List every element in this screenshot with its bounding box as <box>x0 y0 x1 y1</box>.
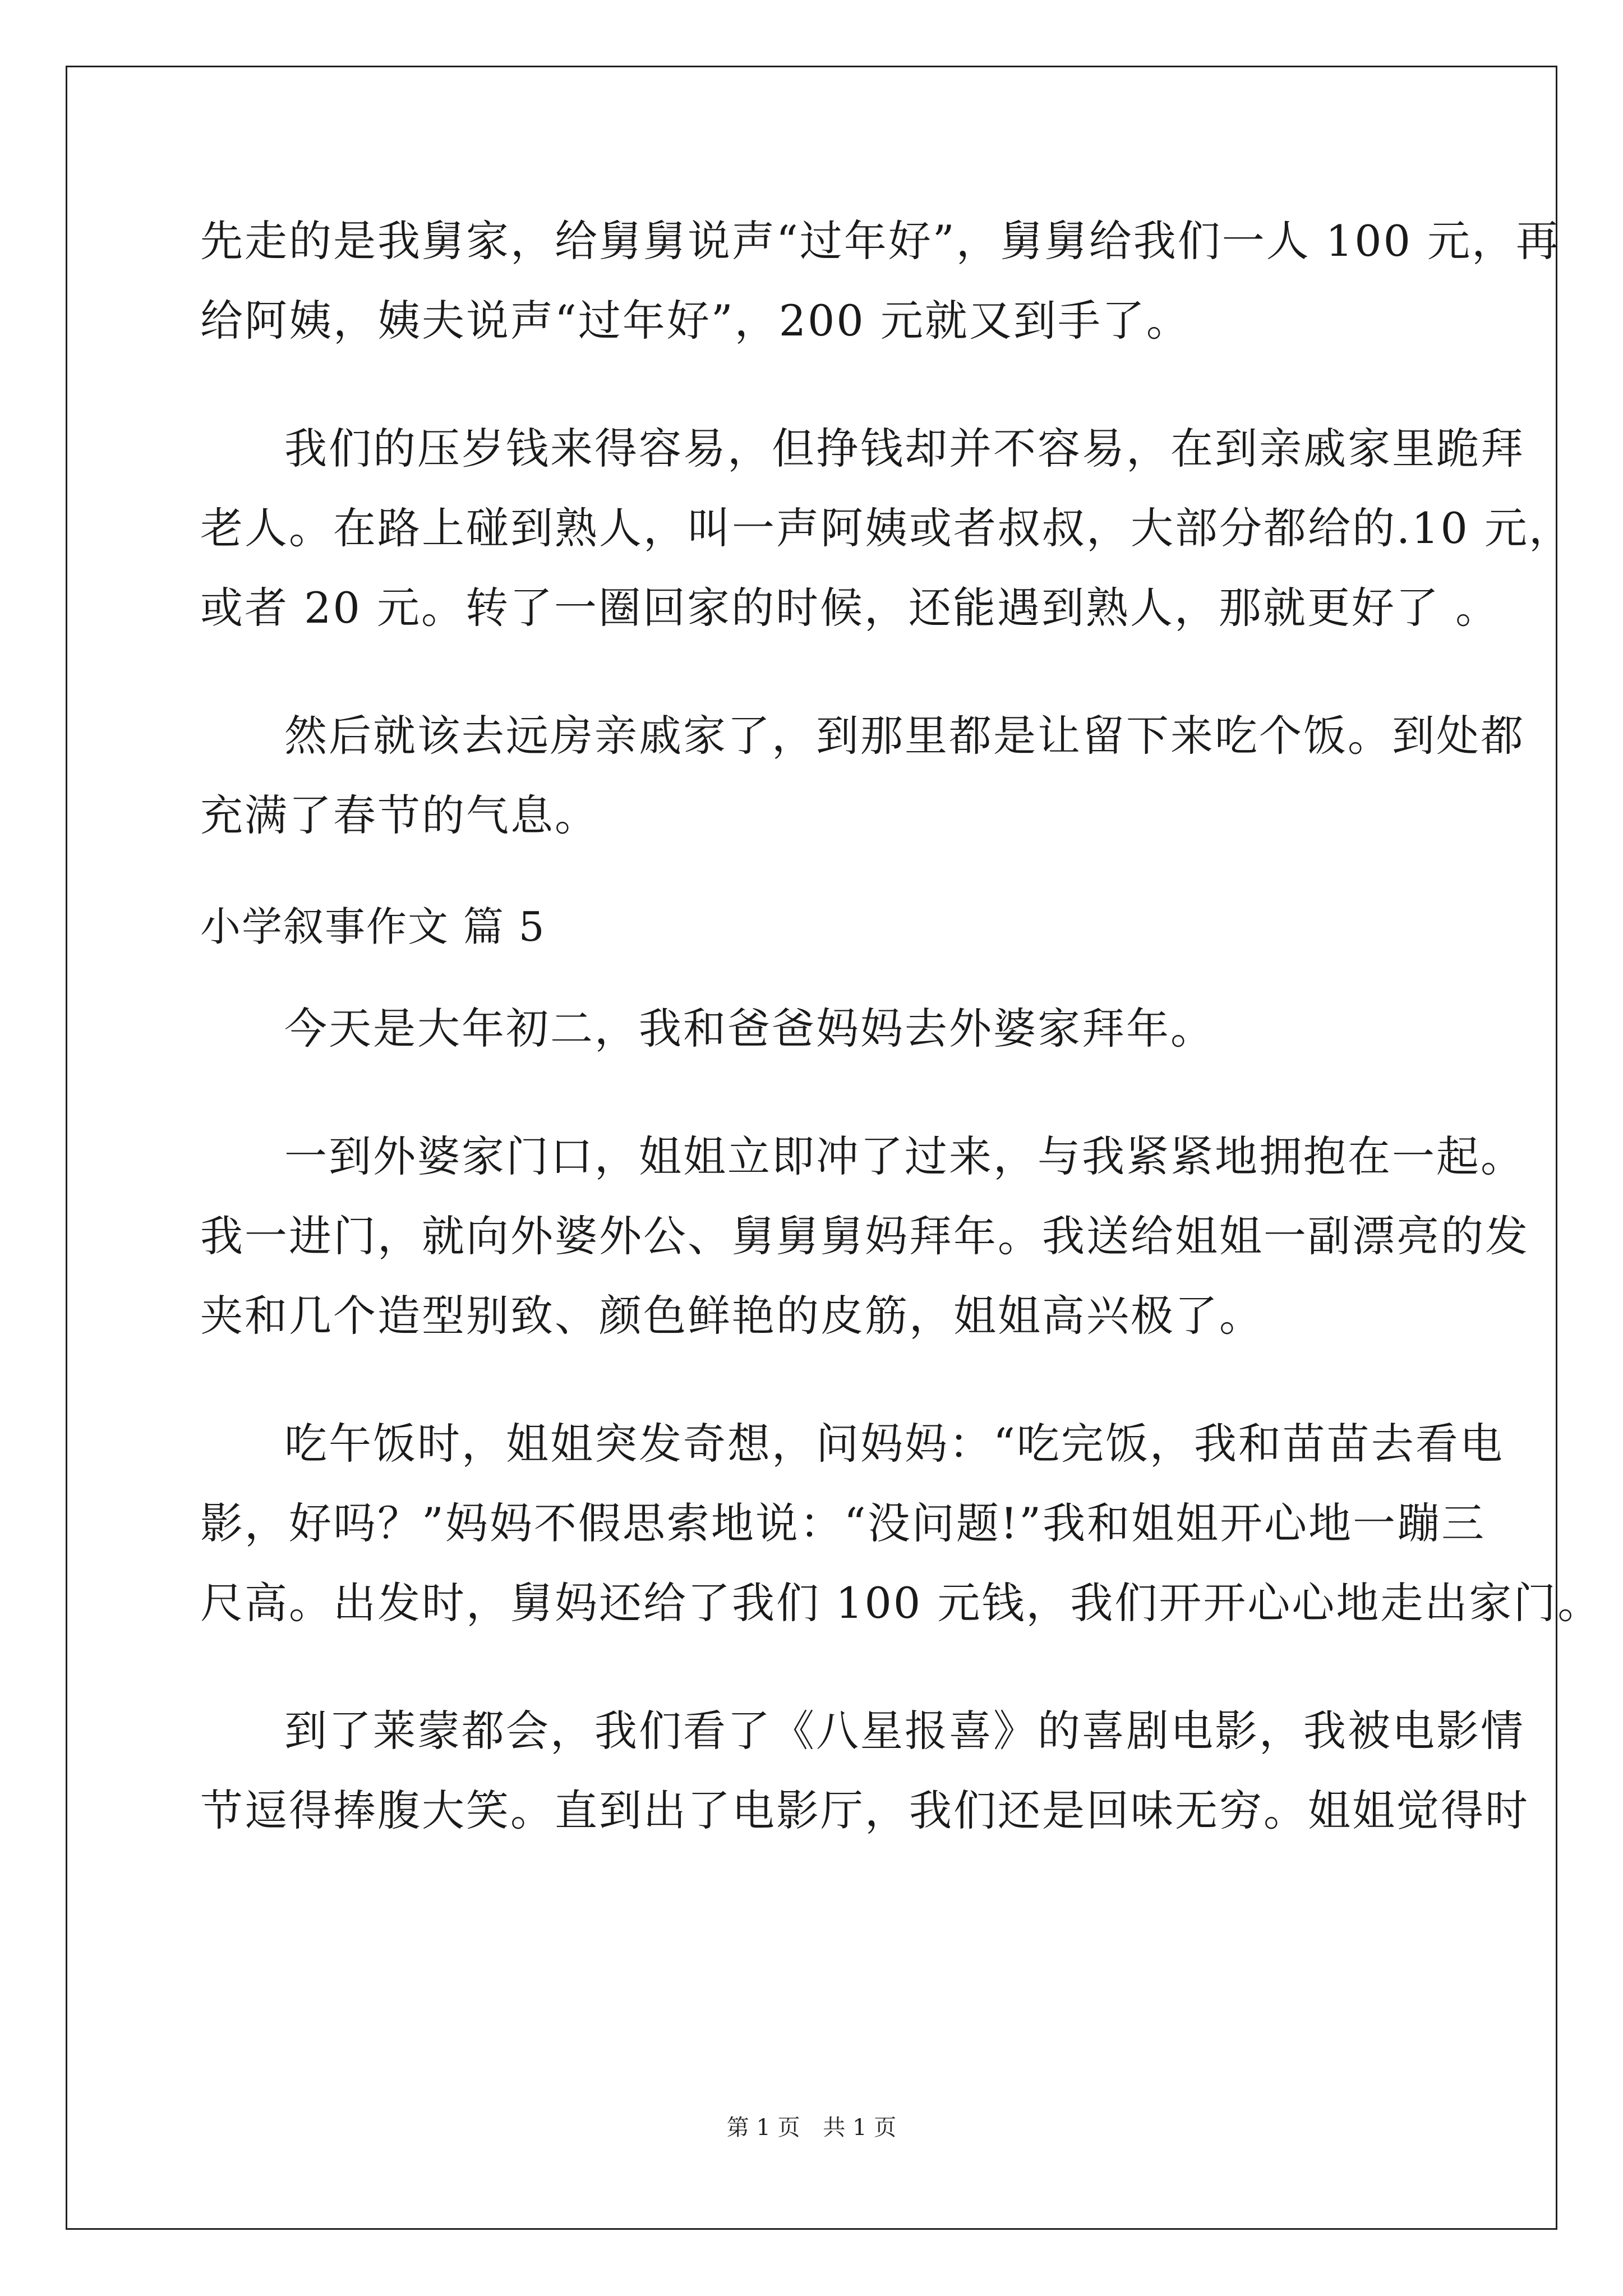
paragraph-start-line: 一到外婆家门口，姐姐立即冲了过来，与我紧紧地拥抱在一起。 <box>284 1131 1525 1181</box>
text-line: 老人。在路上碰到熟人，叫一声阿姨或者叔叔，大部分都给的.10 元， <box>200 503 1574 553</box>
section-heading: 小学叙事作文 篇 5 <box>200 903 546 950</box>
page-total: 共 1 页 <box>823 2115 897 2141</box>
text-line: 我一进门，就向外婆外公、舅舅舅妈拜年。我送给姐姐一副漂亮的发 <box>200 1211 1529 1261</box>
page-number: 第 1 页 <box>726 2115 800 2141</box>
text-line: 先走的是我舅家，给舅舅说声“过年好”，舅舅给我们一人 100 元，再 <box>200 216 1561 266</box>
text-line: 夹和几个造型别致、颜色鲜艳的皮筋，姐姐高兴极了。 <box>200 1291 1264 1341</box>
text-line: 给阿姨，姨夫说声“过年好”，200 元就又到手了。 <box>200 296 1191 346</box>
paragraph-start-line: 然后就该去远房亲戚家了，到那里都是让留下来吃个饭。到处都 <box>284 711 1525 761</box>
text-line: 或者 20 元。转了一圈回家的时候，还能遇到熟人，那就更好了 。 <box>200 583 1500 633</box>
text-line: 影，好吗？”妈妈不假思索地说：“没问题!”我和姐姐开心地一蹦三 <box>200 1498 1486 1548</box>
paragraph-start-line: 今天是大年初二，我和爸爸妈妈去外婆家拜年。 <box>284 1004 1215 1053</box>
paragraph-start-line: 吃午饭时，姐姐突发奇想，问妈妈：“吃完饭，我和苗苗去看电 <box>284 1419 1504 1469</box>
text-line: 充满了春节的气息。 <box>200 790 599 840</box>
text-line: 尺高。出发时，舅妈还给了我们 100 元钱，我们开开心心地走出家门。 <box>200 1578 1602 1628</box>
page-footer <box>0 2114 1623 2142</box>
paragraph-start-line: 到了莱蒙都会，我们看了《八星报喜》的喜剧电影，我被电影情 <box>284 1706 1525 1756</box>
text-line: 节逗得捧腹大笑。直到出了电影厅，我们还是回味无穷。姐姐觉得时 <box>200 1786 1529 1835</box>
paragraph-start-line: 我们的压岁钱来得容易，但挣钱却并不容易，在到亲戚家里跪拜 <box>284 424 1525 473</box>
